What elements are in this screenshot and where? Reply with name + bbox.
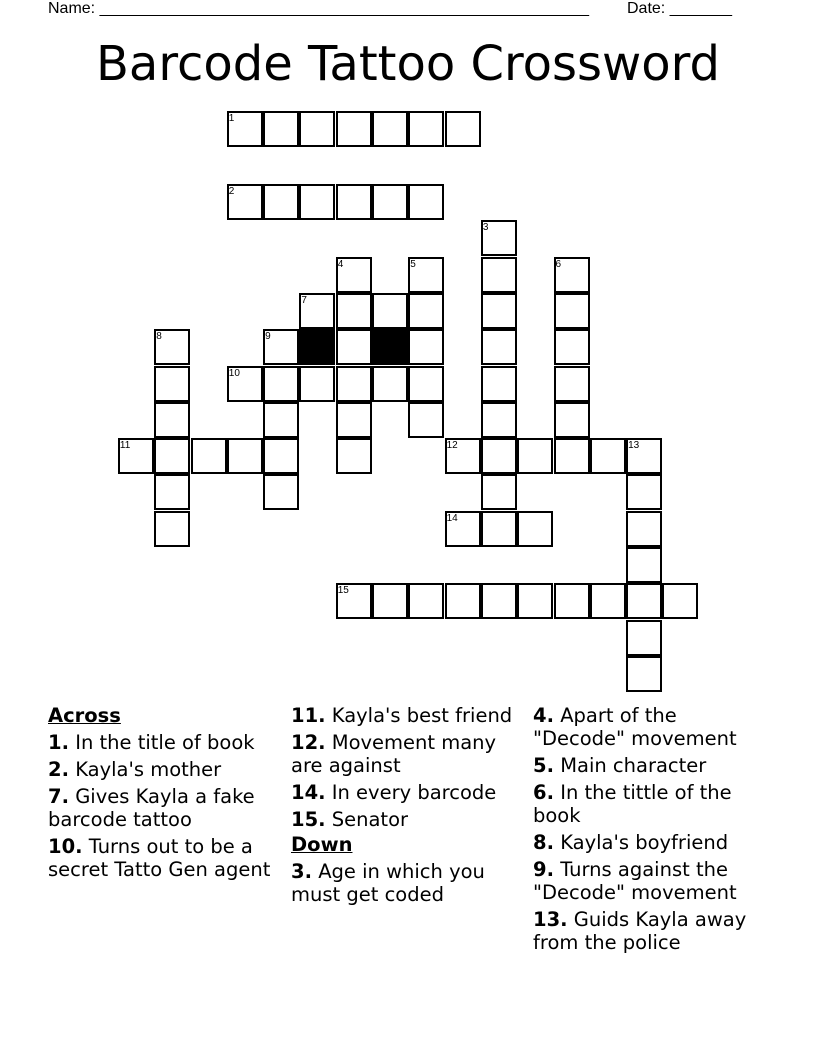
- cell-number: 9: [265, 331, 271, 343]
- clue-number: 10.: [48, 835, 83, 858]
- clues-column-3: [533, 702, 773, 954]
- clue-text: Gives Kayla a fake barcode tattoo: [48, 785, 255, 831]
- grid-cell[interactable]: [299, 111, 335, 147]
- grid-cell[interactable]: [154, 366, 190, 402]
- clue-down-3: [291, 860, 523, 906]
- grid-cell[interactable]: [154, 474, 190, 510]
- clue-down-4: [533, 704, 773, 750]
- clue-text: In the title of book: [75, 731, 255, 754]
- clue-text: Turns out to be a secret Tatto Gen agent: [48, 835, 271, 881]
- grid-cell[interactable]: [662, 583, 698, 619]
- grid-cell[interactable]: [336, 366, 372, 402]
- clue-number: 8.: [533, 831, 554, 854]
- grid-cell[interactable]: [481, 511, 517, 547]
- grid-cell[interactable]: [299, 366, 335, 402]
- cell-number: 14: [446, 512, 458, 524]
- clue-number: 7.: [48, 785, 69, 808]
- clue-number: 14.: [291, 781, 326, 804]
- clue-text: Main character: [560, 754, 707, 777]
- clue-number: 1.: [48, 731, 69, 754]
- grid-cell[interactable]: [626, 511, 662, 547]
- down-header: Down: [291, 833, 353, 856]
- grid-cell[interactable]: [481, 366, 517, 402]
- clue-down-5: [533, 754, 773, 777]
- grid-cell[interactable]: [554, 438, 590, 474]
- clue-down-8: [533, 831, 773, 854]
- clue-text: Guids Kayla away from the police: [533, 908, 747, 954]
- clue-number: 4.: [533, 704, 554, 727]
- grid-cell[interactable]: [263, 474, 299, 510]
- cell-number: 2: [228, 186, 235, 197]
- grid-cell[interactable]: [336, 111, 372, 147]
- grid-cell[interactable]: [372, 366, 408, 402]
- grid-cell[interactable]: [336, 402, 372, 438]
- grid-cell[interactable]: [336, 329, 372, 365]
- clues-column-2: [291, 702, 523, 906]
- across-header: Across: [48, 704, 121, 727]
- date-field-label[interactable]: Date: _______: [627, 0, 732, 17]
- clue-across-7: [48, 785, 280, 831]
- name-field-label[interactable]: Name: _______________________________________________________: [48, 0, 589, 17]
- grid-cell[interactable]: [408, 329, 444, 365]
- clue-down-9: [533, 858, 773, 904]
- cell-number: 5: [410, 258, 416, 270]
- grid-cell[interactable]: [517, 511, 553, 547]
- grid-cell[interactable]: [481, 293, 517, 329]
- cell-number: 6: [555, 258, 562, 270]
- grid-cell[interactable]: [626, 620, 662, 656]
- grid-cell[interactable]: [263, 366, 299, 402]
- grid-cell[interactable]: [336, 438, 372, 474]
- clue-number: 3.: [291, 860, 312, 883]
- clue-number: 2.: [48, 758, 69, 781]
- grid-cell[interactable]: [554, 583, 590, 619]
- grid-cell[interactable]: [481, 438, 517, 474]
- grid-cell[interactable]: [408, 293, 444, 329]
- clue-across-11: [291, 704, 523, 727]
- grid-cell[interactable]: [227, 438, 263, 474]
- grid-cell[interactable]: [408, 583, 444, 619]
- clue-text: Apart of the "Decode" movement: [533, 704, 737, 750]
- grid-cell[interactable]: [299, 184, 335, 220]
- grid-cell[interactable]: [154, 511, 190, 547]
- grid-cell[interactable]: [626, 474, 662, 510]
- grid-cell[interactable]: [372, 184, 408, 220]
- clue-down-13: [533, 908, 773, 954]
- grid-cell[interactable]: [263, 438, 299, 474]
- grid-cell[interactable]: [372, 583, 408, 619]
- clue-text: In the tittle of the book: [533, 781, 732, 827]
- grid-cell[interactable]: [191, 438, 227, 474]
- grid-cell-black: [299, 329, 335, 365]
- grid-cell[interactable]: [626, 656, 662, 692]
- clue-number: 13.: [533, 908, 568, 931]
- grid-cell[interactable]: [481, 257, 517, 293]
- grid-cell[interactable]: [554, 329, 590, 365]
- clue-text: Kayla's best friend: [331, 704, 513, 727]
- grid-cell[interactable]: [408, 366, 444, 402]
- clue-text: Turns against the "Decode" movement: [533, 858, 737, 904]
- cell-number: 3: [482, 222, 489, 234]
- grid-cell[interactable]: [408, 111, 444, 147]
- clue-text: Kayla's mother: [75, 758, 222, 781]
- grid-cell[interactable]: [336, 184, 372, 220]
- grid-cell[interactable]: [263, 184, 299, 220]
- cell-number: 7: [301, 294, 307, 306]
- clue-across-12: [291, 731, 523, 777]
- cell-number: 10: [228, 367, 240, 379]
- clue-across-14: [291, 781, 523, 804]
- clue-text: Senator: [331, 808, 409, 831]
- cell-number: 11: [119, 440, 131, 452]
- clue-number: 12.: [291, 731, 326, 754]
- grid-cell-black: [372, 329, 408, 365]
- page-title: Barcode Tattoo Crossword: [95, 36, 721, 92]
- grid-cell[interactable]: [481, 402, 517, 438]
- grid-cell[interactable]: [336, 293, 372, 329]
- clue-across-10: [48, 835, 280, 881]
- grid-cell[interactable]: [517, 583, 553, 619]
- clues-column-1: [48, 702, 280, 881]
- grid-cell[interactable]: [554, 366, 590, 402]
- grid-cell[interactable]: [590, 583, 626, 619]
- clue-down-6: [533, 781, 773, 827]
- grid-cell[interactable]: [408, 184, 444, 220]
- clue-text: In every barcode: [331, 781, 497, 804]
- clue-number: 11.: [291, 704, 326, 727]
- grid-cell[interactable]: [481, 583, 517, 619]
- grid-cell[interactable]: [263, 402, 299, 438]
- grid-cell[interactable]: [154, 438, 190, 474]
- grid-cell[interactable]: [445, 111, 481, 147]
- clue-number: 9.: [533, 858, 554, 881]
- clue-number: 15.: [291, 808, 326, 831]
- cell-number: 8: [156, 331, 162, 343]
- grid-cell[interactable]: [372, 111, 408, 147]
- grid-cell[interactable]: [154, 402, 190, 438]
- grid-cell[interactable]: [626, 547, 662, 583]
- clue-across-15: [291, 808, 523, 831]
- cell-number: 13: [628, 440, 640, 452]
- clue-number: 6.: [533, 781, 554, 804]
- grid-cell[interactable]: [263, 111, 299, 147]
- cell-number: 12: [446, 440, 458, 452]
- cell-number: 4: [337, 258, 344, 270]
- clue-text: Age in which you must get coded: [291, 860, 485, 906]
- grid-cell[interactable]: [554, 402, 590, 438]
- grid-cell[interactable]: [408, 402, 444, 438]
- grid-cell[interactable]: [590, 438, 626, 474]
- clue-across-2: [48, 758, 280, 781]
- grid-cell[interactable]: [626, 583, 662, 619]
- cell-number: 1: [228, 113, 235, 125]
- grid-cell[interactable]: [554, 293, 590, 329]
- grid-cell[interactable]: [481, 474, 517, 510]
- cell-number: 15: [337, 585, 349, 597]
- grid-cell[interactable]: [445, 583, 481, 619]
- clue-text: Movement many are against: [291, 731, 497, 777]
- clue-number: 5.: [533, 754, 554, 777]
- clue-across-1: [48, 731, 280, 754]
- grid-cell[interactable]: [517, 438, 553, 474]
- clue-text: Kayla's boyfriend: [560, 831, 729, 854]
- grid-cell[interactable]: [372, 293, 408, 329]
- grid-cell[interactable]: [481, 329, 517, 365]
